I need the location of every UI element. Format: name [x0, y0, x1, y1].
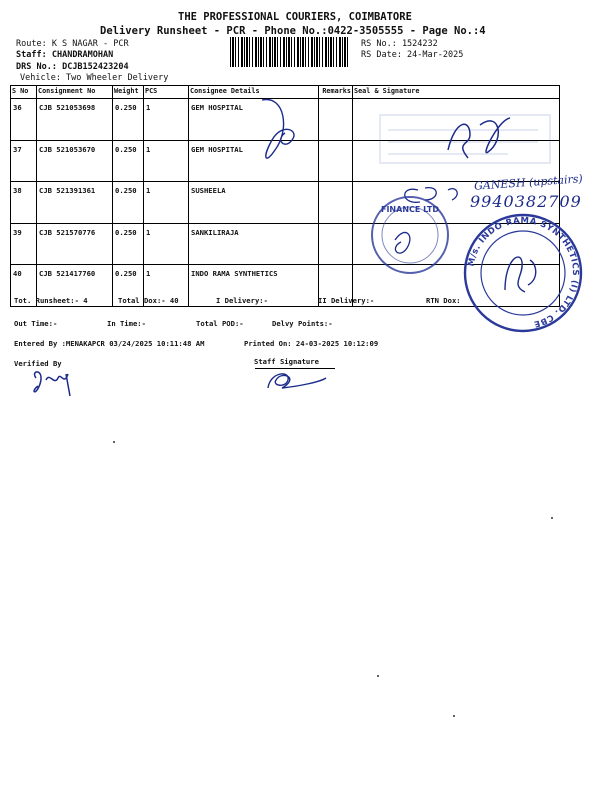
cell-sno: 37 — [11, 140, 37, 182]
cell-pcs: 1 — [144, 223, 189, 265]
cell-seal — [353, 99, 560, 141]
delivery-points: Delvy Points:- — [272, 319, 333, 328]
staff-signature-icon — [268, 374, 326, 388]
cell-remarks — [319, 223, 353, 265]
rs-date: RS Date: 24-Mar-2025 — [361, 50, 464, 60]
table-header-row — [11, 86, 560, 99]
rtn-dox: RTN Dox: — [426, 296, 461, 305]
handwritten-phone: 9940382709 — [470, 192, 582, 211]
table-row — [11, 99, 560, 141]
finance-stamp-text: FINANCE LTD — [380, 205, 440, 214]
col-header-consignment: Consignment No — [37, 86, 113, 99]
staff-signature-label: Staff Signature — [254, 357, 319, 366]
cell-sno: 39 — [11, 223, 37, 265]
cell-seal — [353, 223, 560, 265]
route-text: Route: K S NAGAR - PCR — [16, 39, 129, 49]
barcode-image — [230, 37, 348, 67]
printed-on: Printed On: 24-03-2025 10:12:09 — [244, 339, 379, 348]
cell-consignment: CJB 521570776 — [37, 223, 113, 265]
indo-rama-stamp-text: M/s. INDO RAMA SYNTHETICS (I) LTD. CBE — [466, 215, 581, 329]
verifier-signature-icon — [34, 372, 70, 396]
in-time: In Time:- — [107, 319, 146, 328]
drs-line — [16, 62, 129, 72]
cell-consignee: GEM HOSPITAL — [189, 99, 319, 141]
drs-label: DRS No.: — [16, 62, 57, 72]
out-time: Out Time:- — [14, 319, 58, 328]
cell-pcs: 1 — [144, 182, 189, 224]
cell-weight: 0.250 — [113, 140, 144, 182]
drs-number: DCJB152423204 — [62, 62, 129, 72]
cell-pcs: 1 — [144, 99, 189, 141]
cell-pcs: 1 — [144, 265, 189, 307]
rs-number: RS No.: 1524232 — [361, 39, 438, 49]
handwritten-name: GANESH (upstairs) — [473, 172, 584, 193]
table-row — [11, 265, 560, 307]
i-delivery: I Delivery:- — [216, 296, 268, 305]
staff-line — [16, 50, 113, 60]
vehicle-text: Vehicle: Two Wheeler Delivery — [20, 73, 169, 83]
cell-weight: 0.250 — [113, 223, 144, 265]
staff-label: Staff: — [16, 50, 47, 60]
total-runsheet: Tot. Runsheet:- 4 — [14, 296, 88, 305]
cell-sno: 38 — [11, 182, 37, 224]
ii-delivery: II Delivery:- — [318, 296, 375, 305]
cell-consignment: CJB 521053670 — [37, 140, 113, 182]
cell-weight: 0.250 — [113, 99, 144, 141]
col-header-seal: Seal & Signature — [353, 86, 560, 99]
cell-consignee: SANKILIRAJA — [189, 223, 319, 265]
cell-sno: 36 — [11, 99, 37, 141]
entered-by: Entered By :MENAKAPCR 03/24/2025 10:11:48 AM — [14, 339, 205, 348]
col-header-remarks: Remarks — [319, 86, 353, 99]
table-row — [11, 140, 560, 182]
company-name: THE PROFESSIONAL COURIERS, COIMBATORE — [178, 11, 412, 23]
cell-consignment: CJB 521417760 — [37, 265, 113, 307]
total-dox: Total Dox:- 40 — [118, 296, 179, 305]
cell-consignee: INDO RAMA SYNTHETICS — [189, 265, 319, 307]
runsheet-title: Delivery Runsheet - PCR - Phone No.:0422-3505555 - Page No.:4 — [100, 25, 486, 37]
signature-line — [255, 368, 335, 369]
cell-remarks — [319, 99, 353, 141]
cell-pcs: 1 — [144, 140, 189, 182]
cell-sno: 40 — [11, 265, 37, 307]
cell-consignee: SUSHEELA — [189, 182, 319, 224]
cell-weight: 0.250 — [113, 265, 144, 307]
table-row — [11, 223, 560, 265]
total-pod: Total POD:- — [196, 319, 244, 328]
cell-remarks — [319, 140, 353, 182]
col-header-sno: S No — [11, 86, 37, 99]
cell-remarks — [319, 182, 353, 224]
col-header-pcs: PCS — [144, 86, 189, 99]
cell-consignment: CJB 521391361 — [37, 182, 113, 224]
col-header-weight: Weight — [113, 86, 144, 99]
col-header-consignee: Consignee Details — [189, 86, 319, 99]
staff-name: CHANDRAMOHAN — [51, 50, 114, 60]
cell-consignment: CJB 521053698 — [37, 99, 113, 141]
cell-consignee: GEM HOSPITAL — [189, 140, 319, 182]
verified-by-label: Verified By — [14, 359, 62, 368]
cell-weight: 0.250 — [113, 182, 144, 224]
